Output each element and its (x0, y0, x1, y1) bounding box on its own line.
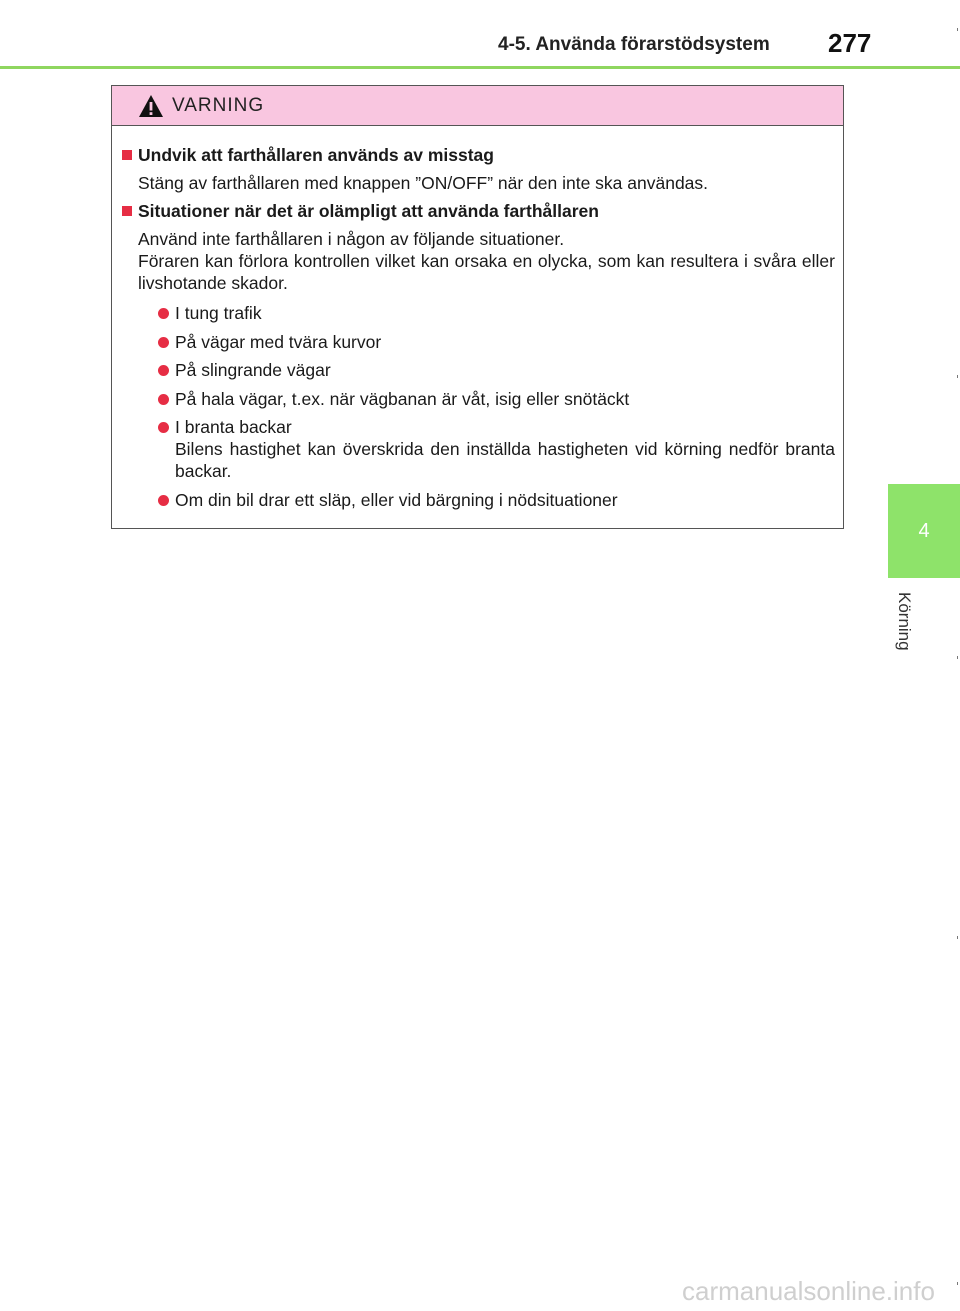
dot-bullet-icon (158, 422, 169, 433)
square-bullet-icon (122, 150, 132, 160)
dot-bullet-icon (158, 394, 169, 405)
list-item: I branta backar Bilens hastighet kan överskrida den inställda hastigheten vid körning nedför branta backar. (156, 416, 835, 482)
dot-bullet-icon (158, 365, 169, 376)
page-number: 277 (828, 28, 872, 58)
chapter-tab (888, 484, 960, 578)
list-item: På vägar med tvära kurvor (156, 331, 835, 353)
crop-mark (957, 375, 958, 378)
warning-body (112, 126, 843, 511)
warning-triangle-icon (138, 94, 164, 118)
crop-mark (957, 28, 958, 31)
square-bullet-icon (122, 206, 132, 216)
section-text (120, 228, 835, 511)
warning-box (111, 85, 844, 529)
header-rule (0, 66, 960, 69)
list-item: Om din bil drar ett släp, eller vid bärgning i nödsituationer (156, 489, 835, 511)
section-title: 4-5. Använda förarstödsystem (498, 34, 770, 55)
crop-mark (957, 936, 958, 939)
paragraph: Stäng av farthållaren med knappen ”ON/OFF” när den inte ska användas. (138, 173, 709, 193)
paragraph: Föraren kan förlora kontrollen vilket kan orsaka en olycka, som kan resultera i svåra eller livshotande skador. (138, 251, 835, 293)
paragraph: Använd inte farthållaren i någon av följande situationer. (138, 229, 565, 249)
crop-mark (957, 656, 958, 659)
situation-list (138, 302, 835, 511)
chapter-label: Körning (895, 592, 914, 651)
dot-bullet-icon (158, 337, 169, 348)
chapter-number: 4 (918, 519, 930, 542)
list-item: På slingrande vägar (156, 359, 835, 381)
dot-bullet-icon (158, 308, 169, 319)
watermark: carmanualsonline.info (682, 1276, 935, 1306)
list-item: På hala vägar, t.ex. när vägbanan är våt, isig eller snötäckt (156, 388, 835, 410)
list-item-detail: Bilens hastighet kan överskrida den inställda hastigheten vid körning nedför branta backar. (175, 439, 835, 481)
section-heading: Situationer när det är olämpligt att använda farthållaren (120, 200, 835, 222)
dot-bullet-icon (158, 495, 169, 506)
section-text (120, 172, 835, 194)
warning-title: VARNING (172, 94, 265, 116)
crop-mark (957, 1282, 958, 1285)
list-item: I tung trafik (156, 302, 835, 324)
section-heading: Undvik att farthållaren används av misstag (120, 144, 835, 166)
warning-header (112, 86, 843, 126)
